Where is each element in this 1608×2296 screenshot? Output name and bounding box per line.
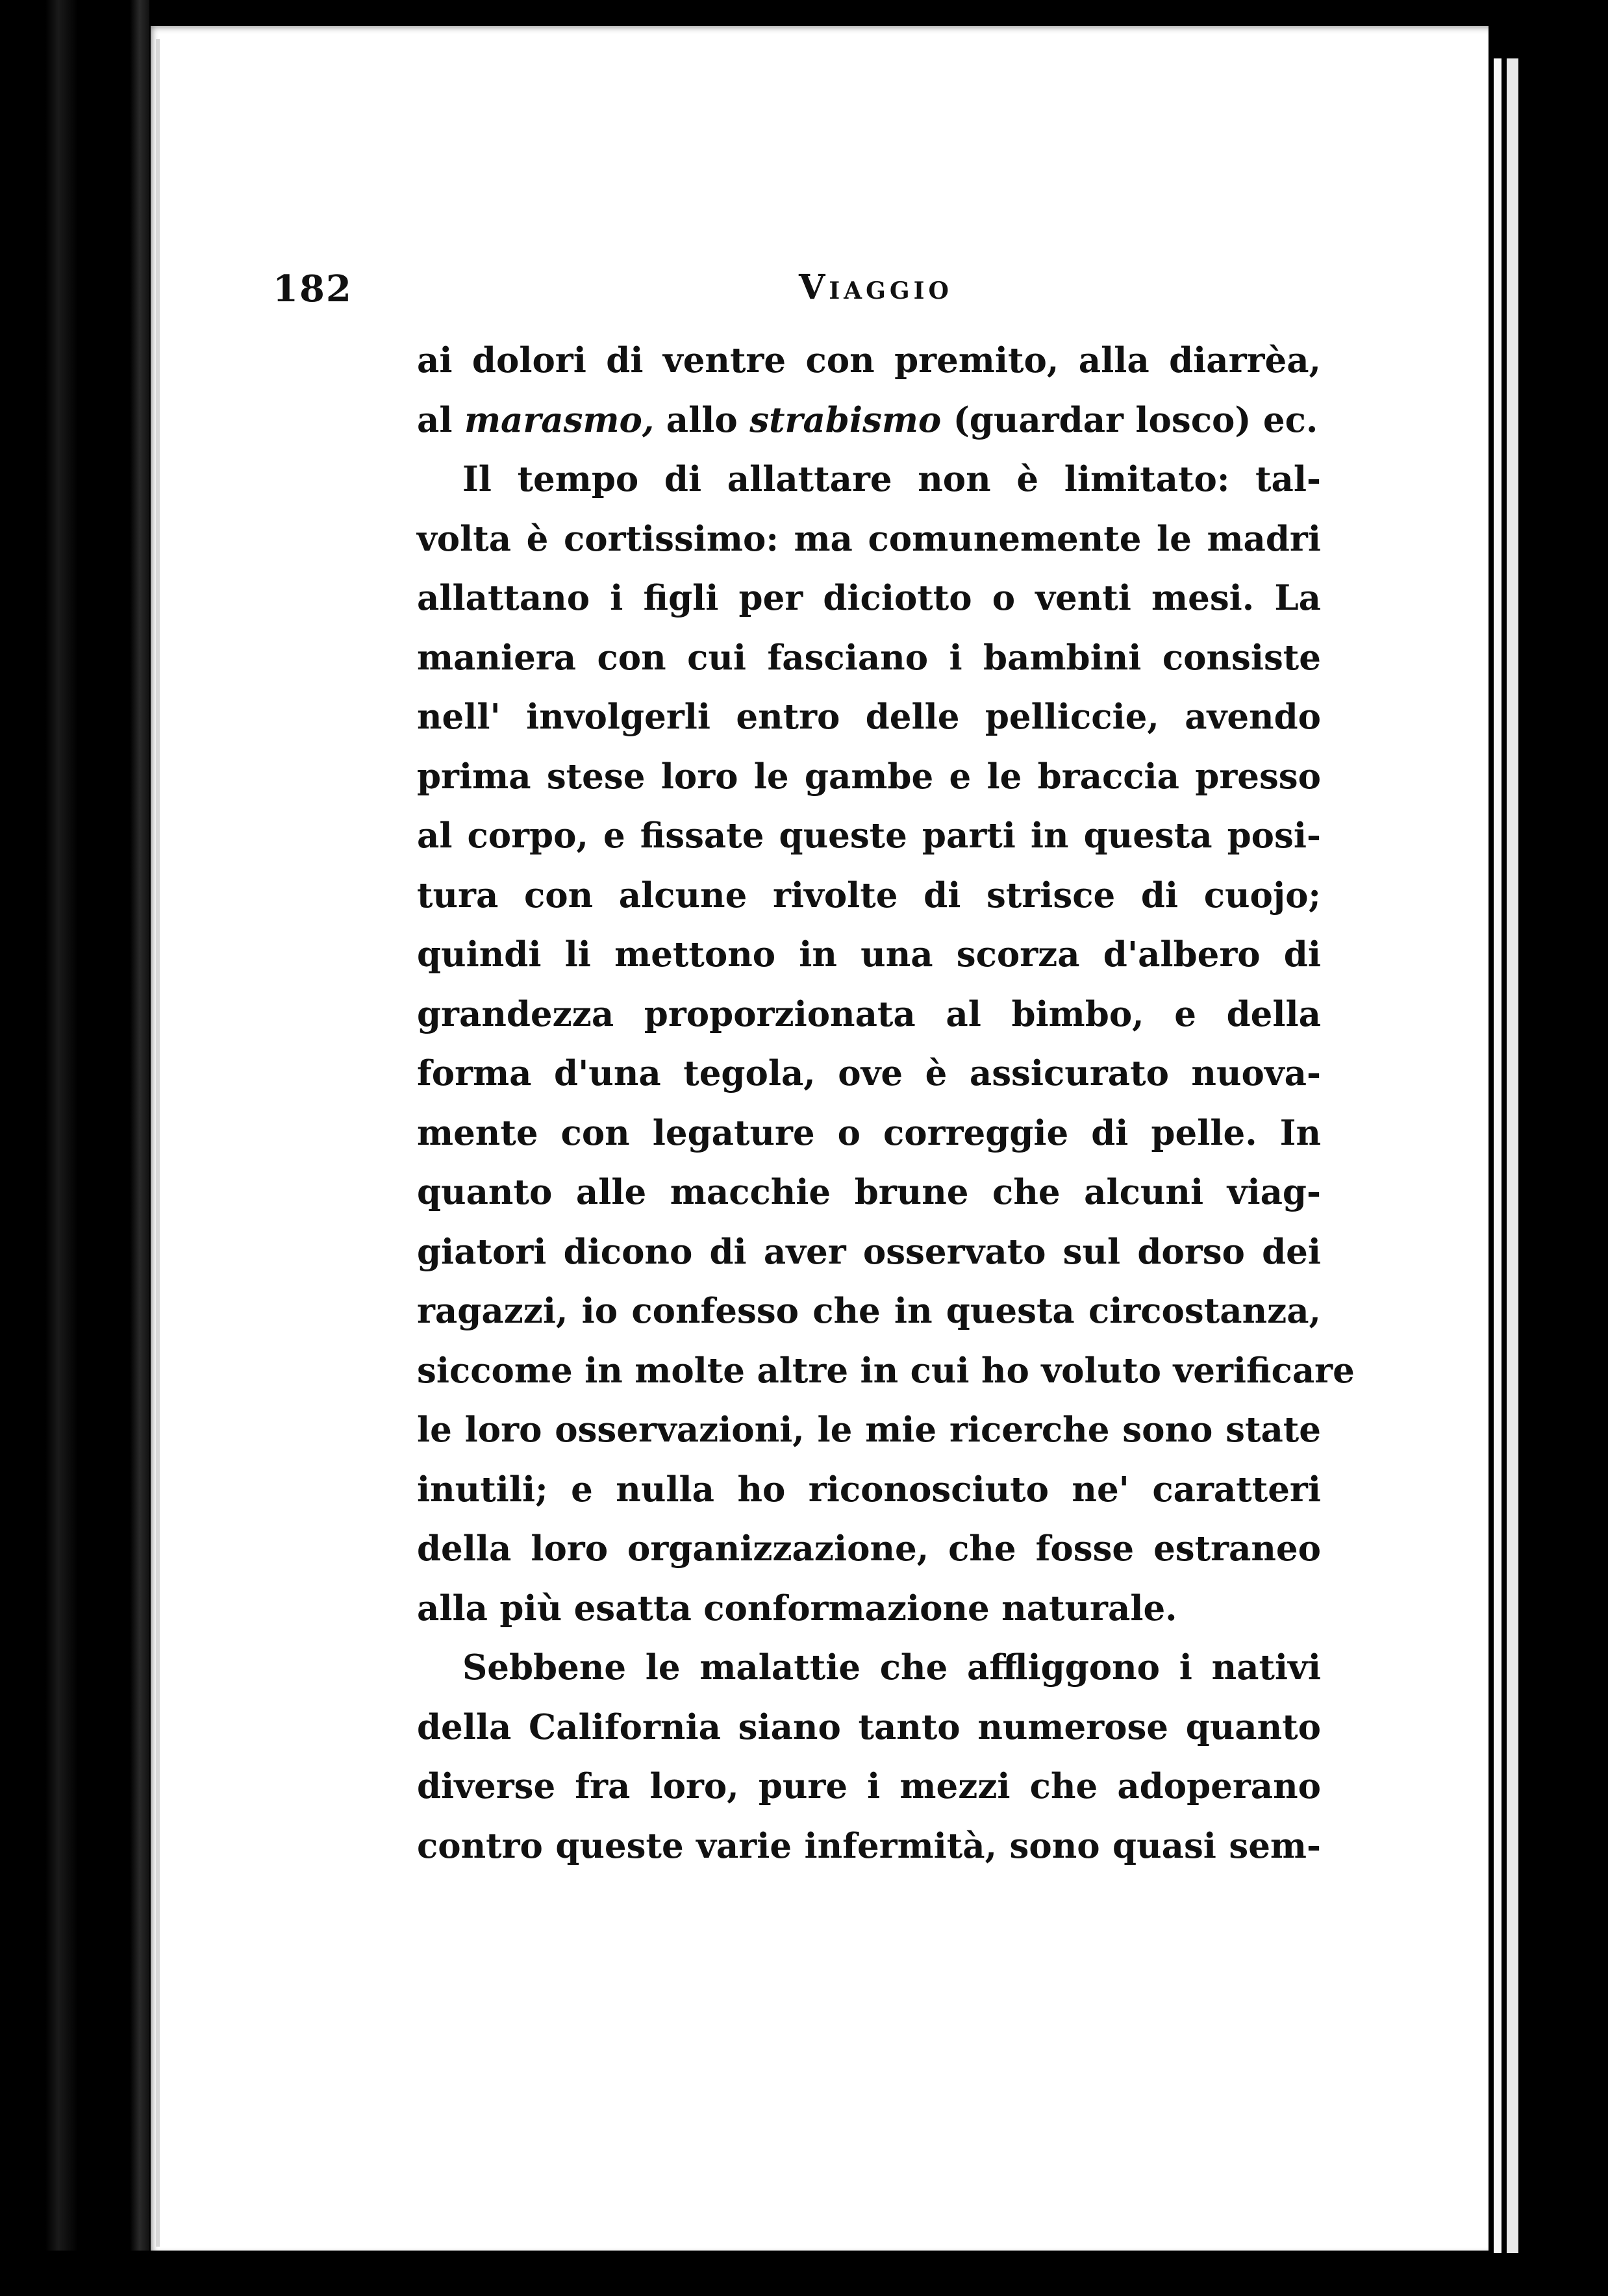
text-run: contro queste varie infermità, sono quasi sem- [417, 1825, 1321, 1866]
text-run: grandezza proporzionata al bimbo, e della [417, 993, 1321, 1034]
scan-frame-left [0, 0, 149, 2296]
text-line [417, 688, 1321, 747]
text-line [417, 925, 1321, 985]
scan-frame-right [1487, 0, 1608, 2296]
text-line [417, 629, 1321, 688]
text-run: allo [654, 399, 750, 440]
text-run: forma d'una tegola, ove è assicurato nuova- [417, 1053, 1321, 1093]
text-run: ragazzi, io confesso che in questa circostanza, [417, 1291, 1321, 1331]
text-run: tura con alcune rivolte di strisce di cuojo; [417, 875, 1321, 916]
text-line [417, 1223, 1321, 1282]
text-run: nell' involgerli entro delle pelliccie, avendo [417, 697, 1321, 737]
text-run: volta è cortissimo: ma comunemente le madri [417, 518, 1321, 559]
text-line [417, 1163, 1321, 1223]
text-run: ai dolori di ventre con premito, alla diarrèa, [417, 340, 1321, 381]
text-line [417, 331, 1321, 391]
text-run: maniera con cui fasciano i bambini consiste [417, 637, 1321, 678]
text-line [417, 1341, 1355, 1401]
text-line [417, 1519, 1321, 1579]
text-run: prima stese loro le gambe e le braccia presso [417, 756, 1321, 797]
text-run: inutili; e nulla ho riconosciuto ne' caratteri [417, 1469, 1321, 1510]
text-line [417, 1817, 1321, 1877]
italic-term: strabismo [749, 399, 942, 440]
text-line [417, 1579, 1321, 1639]
page-number: 182 [273, 268, 353, 310]
text-line [417, 1638, 1321, 1698]
page-body-text [417, 331, 1355, 1876]
text-run: le loro osservazioni, le mie ricerche sono state [417, 1410, 1321, 1450]
text-run: Sebbene le malattie che affliggono i nativi [462, 1647, 1321, 1688]
adjacent-page-edge [1494, 58, 1501, 2253]
text-line [417, 391, 1321, 451]
text-line [417, 1044, 1321, 1104]
text-line [417, 450, 1321, 510]
text-run: siccome in molte altre in cui ho voluto verificare [417, 1350, 1355, 1391]
text-line [417, 569, 1321, 629]
page-gutter-shadow [156, 39, 160, 2247]
running-title: Viaggio [799, 268, 953, 307]
running-head [273, 268, 1338, 319]
text-line [417, 1757, 1321, 1817]
text-run: allattano i figli per diciotto o venti mesi. La [417, 578, 1321, 618]
text-line [417, 510, 1321, 569]
text-run: alla più esatta conformazione naturale. [417, 1588, 1177, 1628]
text-run: al corpo, e fissate queste parti in questa posi- [417, 816, 1321, 856]
text-run: quanto alle macchie brune che alcuni viag- [417, 1172, 1321, 1212]
text-line [417, 806, 1321, 866]
text-line [417, 1460, 1321, 1520]
italic-term: marasmo, [464, 399, 655, 440]
text-line [417, 747, 1321, 807]
scan-frame-bottom [0, 2251, 1608, 2296]
text-run: (guardar losco) ec. [941, 399, 1318, 440]
text-run: della loro organizzazione, che fosse estraneo [417, 1529, 1321, 1569]
text-run: giatori dicono di aver osservato sul dorso dei [417, 1231, 1321, 1272]
text-run: della California siano tanto numerose quanto [417, 1706, 1321, 1747]
text-line [417, 1401, 1321, 1460]
text-line [417, 866, 1321, 926]
text-line [417, 1282, 1321, 1341]
text-run: mente con legature o correggie di pelle. In [417, 1112, 1321, 1153]
text-run: Il tempo di allattare non è limitato: tal- [462, 459, 1321, 499]
text-run: quindi li mettono in una scorza d'albero di [417, 934, 1321, 975]
scan-frame-top [0, 0, 1608, 26]
text-line [417, 1698, 1321, 1758]
text-line [417, 1104, 1321, 1164]
text-line [417, 985, 1321, 1045]
adjacent-page-edge [1507, 58, 1518, 2253]
text-run: al [417, 399, 464, 440]
text-run: diverse fra loro, pure i mezzi che adoperano [417, 1766, 1321, 1806]
